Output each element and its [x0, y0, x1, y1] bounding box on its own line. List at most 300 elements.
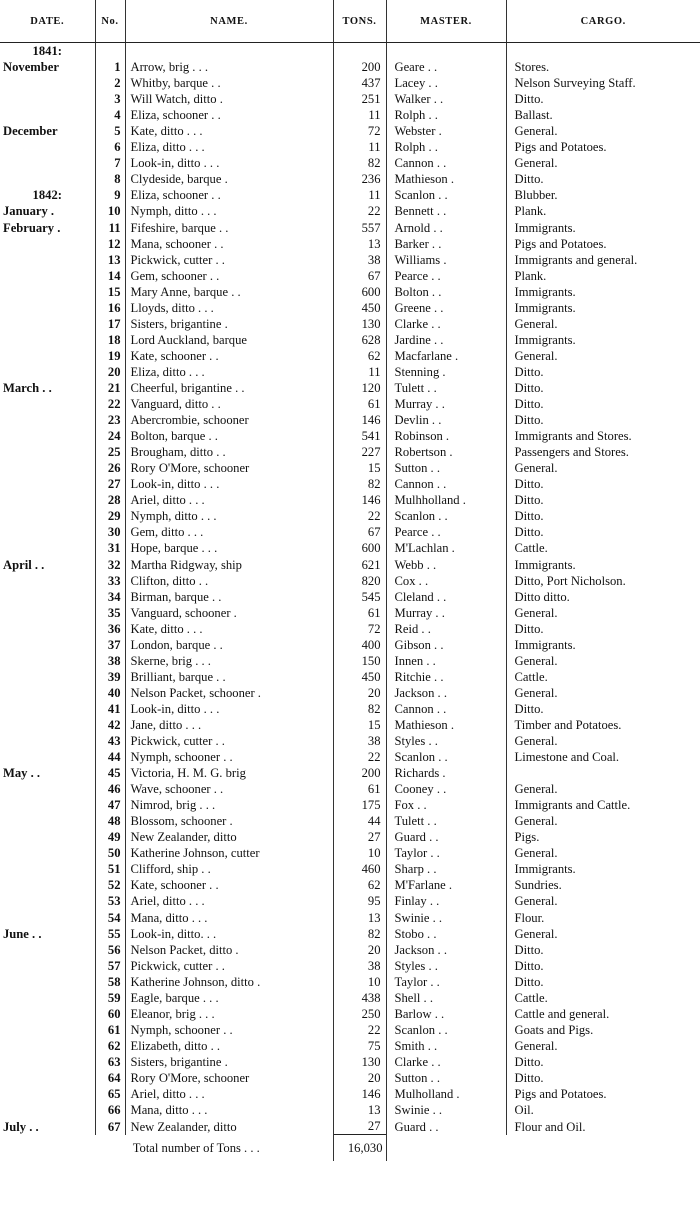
vessel-name: Pickwick, cutter . . — [125, 252, 333, 268]
table-row — [0, 332, 700, 348]
cargo: Ditto. — [514, 509, 544, 524]
tonnage: 20 — [333, 685, 386, 701]
table-row — [0, 171, 700, 187]
cargo: Flour. — [514, 910, 545, 925]
cargo: Blubber. — [514, 188, 558, 203]
row-date — [0, 171, 95, 187]
col-header-date: DATE. — [0, 0, 95, 43]
vessel-name: Martha Ridgway, ship — [125, 557, 333, 573]
tonnage: 67 — [333, 268, 386, 284]
row-date — [0, 861, 95, 877]
row-date — [0, 749, 95, 765]
master-name: Macfarlane . — [386, 348, 506, 364]
row-number: 15 — [95, 284, 125, 300]
row-number: 25 — [95, 444, 125, 460]
tonnage: 62 — [333, 348, 386, 364]
cargo: Immigrants. — [514, 862, 576, 877]
row-date — [0, 958, 95, 974]
row-date — [0, 797, 95, 813]
row-date: May . . — [0, 765, 95, 781]
row-date — [0, 637, 95, 653]
row-number: 7 — [95, 155, 125, 171]
tonnage: 13 — [333, 1102, 386, 1118]
master-name: Rolph . . — [386, 139, 506, 155]
tonnage: 400 — [333, 637, 386, 653]
master-name: Jackson . . — [386, 685, 506, 701]
row-number: 19 — [95, 348, 125, 364]
tonnage: 22 — [333, 508, 386, 524]
tonnage: 11 — [333, 107, 386, 123]
vessel-name: Eliza, schooner . . — [125, 187, 333, 203]
total-row — [0, 1135, 700, 1162]
row-number: 66 — [95, 1102, 125, 1118]
row-date — [0, 829, 95, 845]
master-name: Clarke . . — [386, 316, 506, 332]
row-date — [0, 942, 95, 958]
table-row — [0, 1038, 700, 1054]
row-date — [0, 107, 95, 123]
tonnage: 72 — [333, 123, 386, 139]
row-date — [0, 348, 95, 364]
tonnage: 236 — [333, 171, 386, 187]
row-date — [0, 1086, 95, 1102]
vessel-name: Rory O'More, schooner — [125, 460, 333, 476]
table-row — [0, 1070, 700, 1086]
vessel-name: Arrow, brig . . . — [125, 59, 333, 75]
table-row — [0, 220, 700, 236]
tonnage: 11 — [333, 139, 386, 155]
cargo: Ditto. — [514, 974, 544, 989]
cargo: Plank. — [514, 204, 547, 219]
table-row — [0, 813, 700, 829]
master-name: Smith . . — [386, 1038, 506, 1054]
master-name: Mathieson . — [386, 717, 506, 733]
cargo: Stores. — [514, 60, 550, 75]
row-date — [0, 701, 95, 717]
cargo — [506, 43, 700, 60]
table-row — [0, 974, 700, 990]
row-date: 1842: — [0, 187, 95, 203]
tonnage: 22 — [333, 203, 386, 219]
table-row — [0, 1006, 700, 1022]
vessel-name: Ariel, ditto . . . — [125, 1086, 333, 1102]
vessel-name: Birman, barque . . — [125, 589, 333, 605]
cargo: Immigrants. — [514, 637, 576, 652]
vessel-name: Look-in, ditto . . . — [125, 701, 333, 717]
master-name: Geare . . — [386, 59, 506, 75]
cargo: Immigrants and Cattle. — [514, 798, 631, 813]
row-number: 58 — [95, 974, 125, 990]
vessel-name: Sisters, brigantine . — [125, 1054, 333, 1070]
row-date — [0, 781, 95, 797]
tonnage: 22 — [333, 1022, 386, 1038]
master-name: Guard . . — [386, 829, 506, 845]
table-row — [0, 653, 700, 669]
row-number: 3 — [95, 91, 125, 107]
master-name: Williams . — [386, 252, 506, 268]
row-date — [0, 669, 95, 685]
table-row — [0, 717, 700, 733]
cargo: Immigrants and general. — [514, 252, 638, 267]
tonnage: 20 — [333, 1070, 386, 1086]
cargo: General. — [514, 605, 558, 620]
row-number: 21 — [95, 380, 125, 396]
cargo: Immigrants. — [514, 220, 576, 235]
cargo: Ditto. — [514, 621, 544, 636]
master-name: Swinie . . — [386, 910, 506, 926]
vessel-name: Vanguard, schooner . — [125, 605, 333, 621]
vessel-name: Gem, ditto . . . — [125, 524, 333, 540]
tonnage: 95 — [333, 893, 386, 909]
master-name: Pearce . . — [386, 524, 506, 540]
cargo: Ditto. — [514, 397, 544, 412]
tonnage: 130 — [333, 1054, 386, 1070]
tonnage: 820 — [333, 573, 386, 589]
row-date — [0, 1022, 95, 1038]
vessel-name: Elizabeth, ditto . . — [125, 1038, 333, 1054]
tonnage: 27 — [333, 1118, 386, 1135]
row-date — [0, 845, 95, 861]
table-row — [0, 540, 700, 556]
master-name — [386, 43, 506, 60]
tonnage: 82 — [333, 155, 386, 171]
row-date — [0, 508, 95, 524]
row-date: January . — [0, 203, 95, 219]
tonnage: 82 — [333, 476, 386, 492]
row-date: June . . — [0, 926, 95, 942]
table-row — [0, 155, 700, 171]
tonnage: 175 — [333, 797, 386, 813]
cargo: Pigs and Potatoes. — [514, 236, 607, 251]
tonnage — [333, 43, 386, 60]
tonnage: 82 — [333, 701, 386, 717]
master-name: Robertson . — [386, 444, 506, 460]
row-date — [0, 653, 95, 669]
row-date — [0, 1102, 95, 1118]
master-name: M'Farlane . — [386, 877, 506, 893]
row-number: 67 — [95, 1118, 125, 1135]
master-name: Scanlon . . — [386, 749, 506, 765]
col-header-cargo: CARGO. — [506, 0, 700, 43]
tonnage: 38 — [333, 252, 386, 268]
table-row — [0, 765, 700, 781]
cargo: Passengers and Stores. — [514, 445, 629, 460]
row-number: 38 — [95, 653, 125, 669]
row-number: 36 — [95, 621, 125, 637]
table-row — [0, 701, 700, 717]
cargo: General. — [514, 734, 558, 749]
row-date: February . — [0, 220, 95, 236]
cargo: General. — [514, 156, 558, 171]
master-name: Scanlon . . — [386, 187, 506, 203]
vessel-name: Nymph, schooner . . — [125, 749, 333, 765]
master-name: Webster . — [386, 123, 506, 139]
vessel-name: Nimrod, brig . . . — [125, 797, 333, 813]
master-name: Styles . . — [386, 733, 506, 749]
cargo: Ditto ditto. — [514, 589, 570, 604]
master-name: Mulhholland . — [386, 492, 506, 508]
table-row — [0, 284, 700, 300]
row-date — [0, 268, 95, 284]
master-name: Taylor . . — [386, 845, 506, 861]
tonnage: 130 — [333, 316, 386, 332]
table-row — [0, 797, 700, 813]
tonnage: 72 — [333, 621, 386, 637]
cargo: Ditto. — [514, 172, 544, 187]
tonnage: 61 — [333, 781, 386, 797]
row-number: 43 — [95, 733, 125, 749]
master-name: Robinson . — [386, 428, 506, 444]
vessel-name: London, barque . . — [125, 637, 333, 653]
row-number: 6 — [95, 139, 125, 155]
master-name: Ritchie . . — [386, 669, 506, 685]
cargo — [506, 765, 700, 781]
row-number: 64 — [95, 1070, 125, 1086]
row-date: 1841: — [0, 43, 95, 60]
cargo: Ditto. — [514, 477, 544, 492]
row-number: 2 — [95, 75, 125, 91]
col-header-tons: TONS. — [333, 0, 386, 43]
master-name: Sharp . . — [386, 861, 506, 877]
master-name: Innen . . — [386, 653, 506, 669]
table-row — [0, 252, 700, 268]
cargo: Cattle. — [514, 990, 548, 1005]
cargo: General. — [514, 685, 558, 700]
cargo: Oil. — [514, 1103, 534, 1118]
master-name: Rolph . . — [386, 107, 506, 123]
table-row — [0, 316, 700, 332]
master-name: Jardine . . — [386, 332, 506, 348]
table-row — [0, 621, 700, 637]
master-name: Stenning . — [386, 364, 506, 380]
cargo: General. — [514, 316, 558, 331]
table-row — [0, 268, 700, 284]
row-date — [0, 717, 95, 733]
table-row — [0, 733, 700, 749]
row-date — [0, 1054, 95, 1070]
table-row — [0, 1086, 700, 1102]
vessel-name: Bolton, barque . . — [125, 428, 333, 444]
cargo: Ditto. — [514, 942, 544, 957]
master-name: Tulett . . — [386, 380, 506, 396]
cargo: Ditto. — [514, 413, 544, 428]
row-number: 65 — [95, 1086, 125, 1102]
tonnage: 450 — [333, 300, 386, 316]
vessel-name: Eliza, ditto . . . — [125, 364, 333, 380]
row-date — [0, 476, 95, 492]
table-row — [0, 1022, 700, 1038]
master-name: Devlin . . — [386, 412, 506, 428]
vessel-name: Lloyds, ditto . . . — [125, 300, 333, 316]
vessel-name: Clifton, ditto . . — [125, 573, 333, 589]
row-date — [0, 91, 95, 107]
table-row — [0, 412, 700, 428]
cargo: General. — [514, 124, 558, 139]
cargo: Goats and Pigs. — [514, 1022, 594, 1037]
table-row — [0, 492, 700, 508]
vessel-name: Gem, schooner . . — [125, 268, 333, 284]
cargo: General. — [514, 926, 558, 941]
tonnage: 67 — [333, 524, 386, 540]
cargo: General. — [514, 846, 558, 861]
table-row — [0, 910, 700, 926]
table-row — [0, 91, 700, 107]
row-date: April . . — [0, 557, 95, 573]
row-number: 30 — [95, 524, 125, 540]
tonnage: 450 — [333, 669, 386, 685]
cargo: Plank. — [514, 268, 547, 283]
row-date — [0, 589, 95, 605]
row-date — [0, 1070, 95, 1086]
row-date — [0, 540, 95, 556]
row-date — [0, 316, 95, 332]
master-name: Taylor . . — [386, 974, 506, 990]
header-row — [0, 0, 700, 43]
master-name: Richards . — [386, 765, 506, 781]
row-number: 57 — [95, 958, 125, 974]
table-row — [0, 508, 700, 524]
row-date — [0, 300, 95, 316]
cargo: Pigs. — [514, 830, 540, 845]
vessel-name: Mana, schooner . . — [125, 236, 333, 252]
tonnage: 227 — [333, 444, 386, 460]
master-name: Walker . . — [386, 91, 506, 107]
master-name: M'Lachlan . — [386, 540, 506, 556]
master-name: Mulholland . — [386, 1086, 506, 1102]
cargo: Ditto. — [514, 364, 544, 379]
cargo: Cattle. — [514, 669, 548, 684]
cargo: Immigrants. — [514, 284, 576, 299]
row-number: 12 — [95, 236, 125, 252]
tonnage: 15 — [333, 717, 386, 733]
row-number: 13 — [95, 252, 125, 268]
cargo: General. — [514, 782, 558, 797]
tonnage: 75 — [333, 1038, 386, 1054]
row-number: 34 — [95, 589, 125, 605]
master-name: Cannon . . — [386, 155, 506, 171]
vessel-name: Ariel, ditto . . . — [125, 492, 333, 508]
vessel-name: Kate, ditto . . . — [125, 621, 333, 637]
cargo: General. — [514, 1038, 558, 1053]
row-number: 28 — [95, 492, 125, 508]
vessel-name: Sisters, brigantine . — [125, 316, 333, 332]
cargo: Flour and Oil. — [514, 1119, 586, 1134]
row-number: 32 — [95, 557, 125, 573]
master-name: Cooney . . — [386, 781, 506, 797]
row-number: 20 — [95, 364, 125, 380]
vessel-name: Pickwick, cutter . . — [125, 958, 333, 974]
cargo: Ditto. — [514, 701, 544, 716]
table-body — [0, 43, 700, 1135]
vessel-name: Brilliant, barque . . — [125, 669, 333, 685]
vessel-name: Nymph, schooner . . — [125, 1022, 333, 1038]
tonnage: 200 — [333, 59, 386, 75]
tonnage: 44 — [333, 813, 386, 829]
tonnage: 38 — [333, 958, 386, 974]
cargo: Ditto. — [514, 380, 544, 395]
row-number: 10 — [95, 203, 125, 219]
master-name: Styles . . — [386, 958, 506, 974]
tonnage: 146 — [333, 412, 386, 428]
master-name: Sutton . . — [386, 1070, 506, 1086]
tonnage: 545 — [333, 589, 386, 605]
vessel-name: Hope, barque . . . — [125, 540, 333, 556]
table-row — [0, 573, 700, 589]
master-name: Clarke . . — [386, 1054, 506, 1070]
row-date — [0, 155, 95, 171]
cargo: Ditto. — [514, 1054, 544, 1069]
table-row — [0, 107, 700, 123]
row-date — [0, 974, 95, 990]
cargo: General. — [514, 348, 558, 363]
row-number: 47 — [95, 797, 125, 813]
row-date: December — [0, 123, 95, 139]
cargo: General. — [514, 653, 558, 668]
tonnage: 460 — [333, 861, 386, 877]
table-row — [0, 300, 700, 316]
col-header-name: NAME. — [125, 0, 333, 43]
tonnage: 250 — [333, 1006, 386, 1022]
tonnage: 200 — [333, 765, 386, 781]
tonnage: 10 — [333, 845, 386, 861]
table-row — [0, 364, 700, 380]
row-number: 4 — [95, 107, 125, 123]
row-number: 27 — [95, 476, 125, 492]
tonnage: 61 — [333, 396, 386, 412]
master-name: Mathieson . — [386, 171, 506, 187]
tonnage: 15 — [333, 460, 386, 476]
cargo: Limestone and Coal. — [514, 750, 620, 765]
table-row — [0, 669, 700, 685]
row-date — [0, 412, 95, 428]
row-number: 33 — [95, 573, 125, 589]
tonnage: 438 — [333, 990, 386, 1006]
row-number: 37 — [95, 637, 125, 653]
master-name: Scanlon . . — [386, 1022, 506, 1038]
vessel-name: Kate, ditto . . . — [125, 123, 333, 139]
vessel-name: Eleanor, brig . . . — [125, 1006, 333, 1022]
row-number: 17 — [95, 316, 125, 332]
row-number: 48 — [95, 813, 125, 829]
master-name: Pearce . . — [386, 268, 506, 284]
cargo: Immigrants. — [514, 300, 576, 315]
row-date — [0, 910, 95, 926]
master-name: Jackson . . — [386, 942, 506, 958]
vessel-name: Will Watch, ditto . — [125, 91, 333, 107]
row-number: 54 — [95, 910, 125, 926]
row-number: 11 — [95, 220, 125, 236]
row-date — [0, 813, 95, 829]
vessel-name: Rory O'More, schooner — [125, 1070, 333, 1086]
table-row — [0, 396, 700, 412]
cargo: General. — [514, 814, 558, 829]
vessel-name: Cheerful, brigantine . . — [125, 380, 333, 396]
vessel-name: Nelson Packet, ditto . — [125, 942, 333, 958]
row-date — [0, 573, 95, 589]
table-row — [0, 557, 700, 573]
row-date — [0, 396, 95, 412]
vessel-name: Look-in, ditto. . . — [125, 926, 333, 942]
vessel-name: Kate, schooner . . — [125, 877, 333, 893]
tonnage: 600 — [333, 540, 386, 556]
master-name: Bolton . . — [386, 284, 506, 300]
table-row — [0, 861, 700, 877]
table-row — [0, 829, 700, 845]
vessel-name: Wave, schooner . . — [125, 781, 333, 797]
table-row — [0, 893, 700, 909]
tonnage: 541 — [333, 428, 386, 444]
cargo: Cattle. — [514, 541, 548, 556]
